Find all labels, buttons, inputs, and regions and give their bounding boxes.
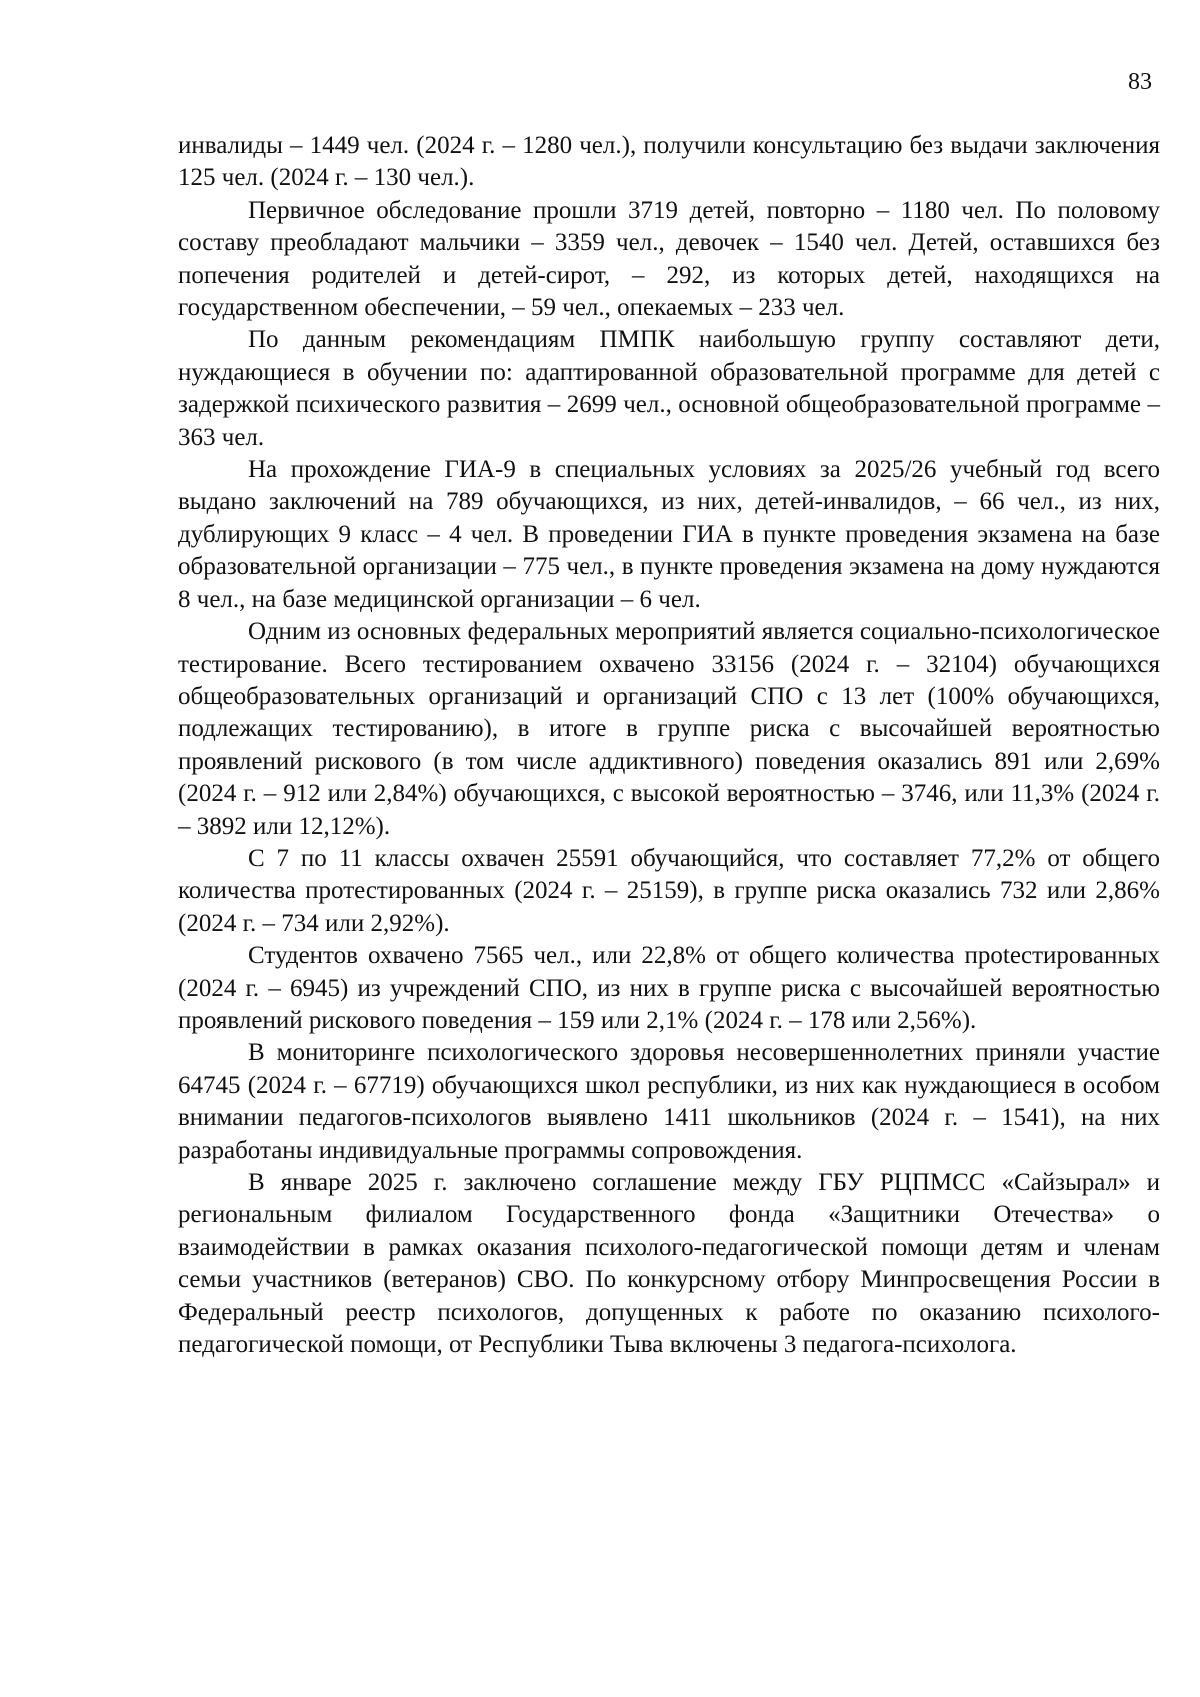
paragraph-social-psychological-testing: Одним из основных федеральных мероприятий является социально-психологическое тестирование. Всего тестированием охвачено 33156 (2024 г. – 32104) обучающихся общеобразовательных организаций и организаций СПО с 13 лет (100% обучающихся, подлежащих тестированию), в итоге в группе риска с высочайшей вероятностью проявлений рискового (в том числе аддиктивного) поведения оказались 891 или 2,69% (2024 г. – 912 или 2,84%) обучающихся, с высокой вероятностью – 3746, или 11,3% (2024 г. – 3892 или 12,12%). xyxy=(178,618,1160,840)
paragraph-spo-students: Студентов охвачено 7565 чел., или 22,8% от общего количества прoteстированных (2024 г. – 6945) из учреждений СПО, из них в группе риска с высочайшей вероятностью проявлений рискового поведения – 159 или 2,1% (2024 г. – 178 или 2,56%). xyxy=(178,942,1160,1034)
paragraph-agreement-defenders-fund: В январе 2025 г. заключено соглашение между ГБУ РЦПМСС «Сайзырал» и региональным филиалом Государственного фонда «Защитники Отечества» о взаимодействии в рамках оказания психолого-педагогической помощи детям и членам семьи участников (ветеранов) СВО. По конкурсному отбору Минпросвещения России в Федеральный реестр психологов, допущенных к работе по оказанию психолого-педагогической помощи, от Республики Тыва включены 3 педагога-психолога. xyxy=(178,1169,1160,1359)
paragraph-grades-7-11: С 7 по 11 классы охвачен 25591 обучающийся, что составляет 77,2% от общего количества протестированных (2024 г. – 25159), в группе риска оказались 732 или 2,86% (2024 г. – 734 или 2,92%). xyxy=(178,844,1160,937)
paragraph-disabled-consultations: инвалиды – 1449 чел. (2024 г. – 1280 чел.), получили консультацию без выдачи заключения 125 чел. (2024 г. – 130 чел.). xyxy=(178,132,1160,192)
paragraph-primary-examination: Первичное обследование прошли 3719 детей, повторно – 1180 чел. По половому составу преобладают мальчики – 3359 чел., девочек – 1540 чел. Детей, оставшихся без попечения родителей и детей-сирот, – 292, из которых детей, находящихся на государственном обеспечении, – 59 чел., опекаемых – 233 чел. xyxy=(178,196,1160,322)
paragraph-gia-9-special-conditions: На прохождение ГИА-9 в специальных условиях за 2025/26 учебный год всего выдано заключений на 789 обучающихся, из них, детей-инвалидов, – 66 чел., из них, дублирующих 9 класс – 4 чел. В проведении ГИА в пункте проведения экзамена на базе образовательной организации – 775 чел., в пункте проведения экзамена на дому нуждаются 8 чел., на базе медицинской организации – 6 чел. xyxy=(178,456,1160,613)
page-number: 83 xyxy=(1128,69,1152,95)
document-body xyxy=(178,130,1160,1361)
paragraph-pmpk-recommendations: По данным рекомендациям ПМПК наибольшую группу составляют дети, нуждающиеся в обучении по: адаптированной образовательной программе для детей с задержкой психического развития – 2699 чел., основной общеобразовательной программе – 363 чел. xyxy=(178,326,1160,451)
paragraph-psychological-health-monitoring: В мониторинге психологического здоровья несовершеннолетних приняли участие 64745 (2024 г. – 67719) обучающихся школ республики, из них как нуждающиеся в особом внимании педагогов-психологов выявлено 1411 школьников (2024 г. – 1541), на них разработаны индивидуальные программы сопровождения. xyxy=(178,1039,1160,1164)
